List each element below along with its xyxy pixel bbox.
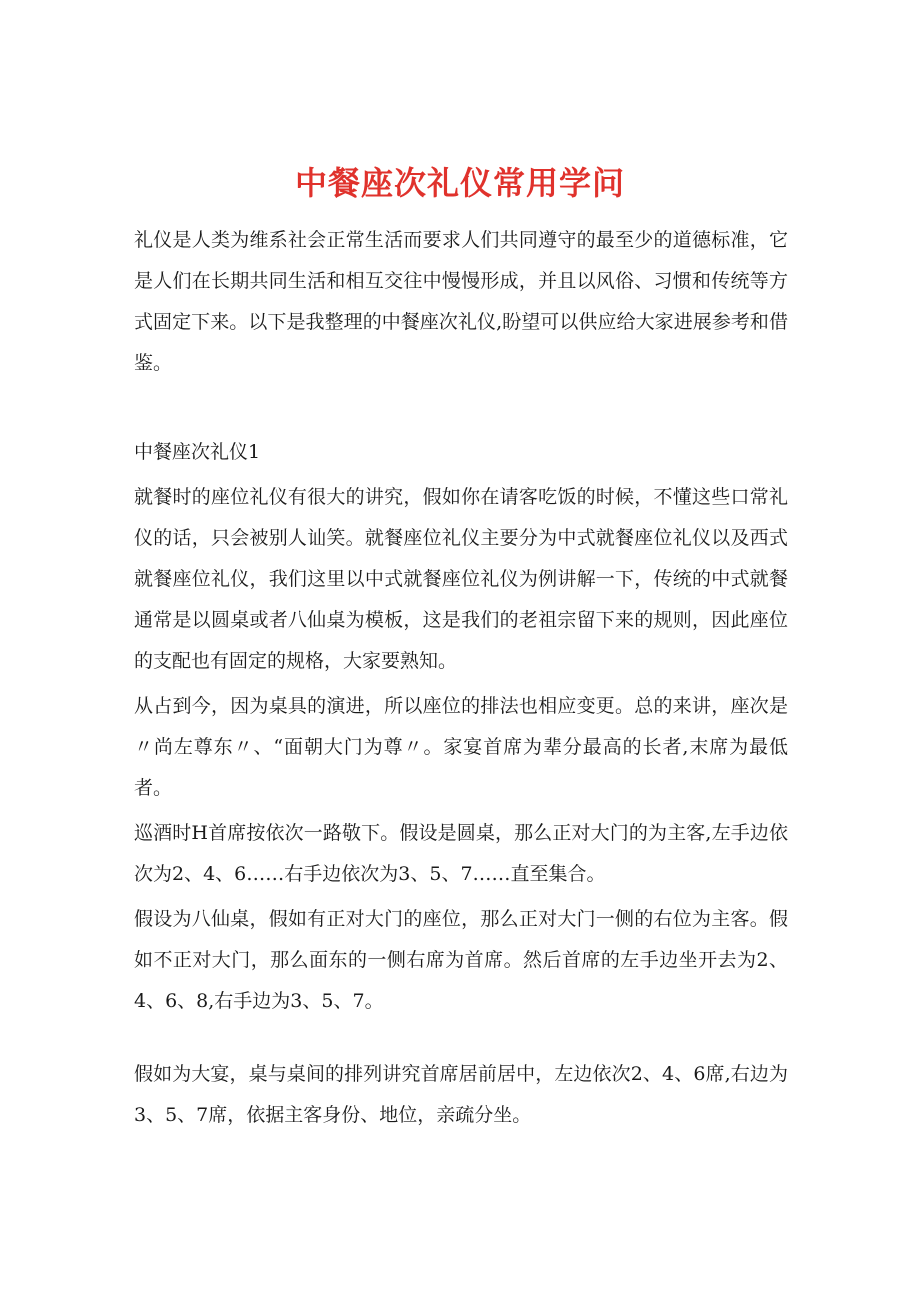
body-paragraph: 就餐时的座位礼仪有很大的讲究，假如你在请客吃饭的时候，不懂这些口常礼仪的话，只会被别人讪笑。就餐座位礼仪主要分为中式就餐座位礼仪以及西式就餐座位礼仪，我们这里以中式就餐座位礼仪为例讲解一下，传统的中式就餐通常是以圆桌或者八仙桌为模板，这是我们的老祖宗留下来的规则，因此座位的支配也有固定的规格，大家要熟知。: [134, 486, 788, 672]
body-paragraph: 从占到今，因为桌具的演进，所以座位的排法也相应变更。总的来讲，座次是〃尚左尊东〃、“面朝大门为尊〃。家宴首席为辈分最高的长者,末席为最低者。: [134, 695, 788, 799]
intro-paragraph: 礼仪是人类为维系社会正常生活而要求人们共同遵守的最至少的道德标准，它是人们在长期共同生活和相互交往中慢慢形成，并且以风俗、习惯和传统等方式固定下来。以下是我整理的中餐座次礼仪,盼望可以供应给大家进展参考和借鉴。: [134, 229, 788, 374]
body-paragraph: 假如为大宴，桌与桌间的排列讲究首席居前居中，左边依次2、4、6席,右边为3、5、7席，依据主客身份、地位，亲疏分坐。: [134, 1063, 788, 1126]
body-paragraph: 巡酒时H首席按依次一路敬下。假设是圆桌，那么正对大门的为主客,左手边依次为2、4、6……右手边依次为3、5、7……直至集合。: [134, 822, 788, 885]
document-body: [134, 220, 788, 1136]
document-title: 中餐座次礼仪常用学问: [294, 164, 625, 203]
body-paragraph: 假设为八仙桌，假如有正对大门的座位，那么正对大门一侧的右位为主客。假如不正对大门，那么面东的一侧右席为首席。然后首席的左手边坐开去为2、4、6、8,右手边为3、5、7。: [134, 908, 788, 1012]
section-heading: 中餐座次礼仪1: [134, 441, 261, 463]
